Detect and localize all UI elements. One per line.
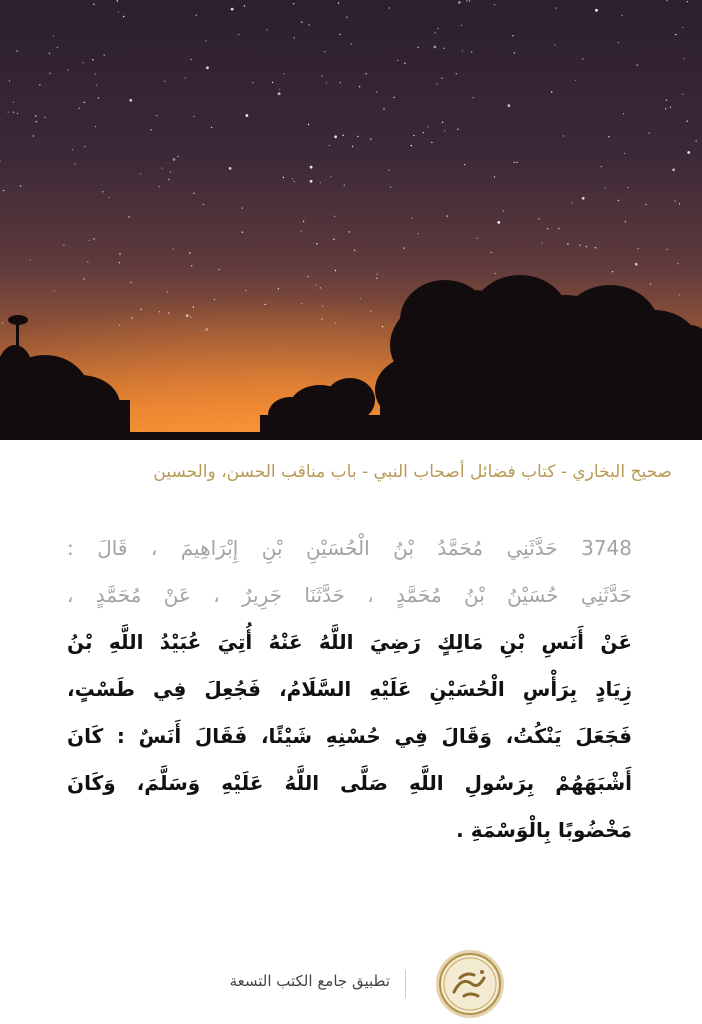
star: [666, 100, 667, 101]
star: [335, 323, 336, 324]
star: [624, 153, 625, 154]
star: [168, 179, 169, 180]
star: [469, 0, 470, 1]
star: [84, 102, 85, 103]
star: [339, 34, 340, 35]
star: [360, 298, 361, 299]
star: [196, 15, 197, 16]
star: [245, 290, 246, 291]
star: [649, 133, 650, 134]
star: [417, 233, 418, 234]
star: [128, 216, 129, 217]
star: [342, 135, 343, 136]
muhammad-calligraphy-seal-icon: [434, 948, 506, 1020]
star: [558, 228, 559, 229]
star: [397, 60, 398, 61]
star: [464, 164, 465, 165]
star: [321, 318, 322, 319]
star: [63, 244, 64, 245]
star: [390, 187, 391, 188]
star: [605, 187, 606, 188]
star: [352, 146, 353, 147]
star: [436, 83, 437, 84]
hadith-source-breadcrumb: صحيح البخاري - كتاب فضائل أصحاب النبي - باب مناقب الحسن، والحسين: [153, 462, 672, 482]
star: [431, 142, 432, 143]
star: [159, 311, 160, 312]
star: [310, 180, 313, 183]
star: [95, 73, 96, 74]
app-footer: [0, 940, 702, 1024]
star: [84, 146, 85, 147]
star: [322, 306, 323, 307]
star: [349, 231, 350, 232]
star: [203, 204, 204, 205]
star: [554, 44, 555, 45]
star: [190, 316, 191, 317]
star: [123, 16, 124, 17]
star: [158, 186, 159, 187]
star: [494, 4, 495, 5]
star: [75, 163, 76, 164]
star: [117, 0, 118, 1]
star: [423, 132, 424, 133]
star: [443, 48, 444, 49]
star: [39, 84, 40, 85]
star: [78, 108, 79, 109]
star: [404, 63, 405, 64]
star: [67, 69, 68, 70]
star: [49, 73, 50, 74]
star: [89, 240, 90, 241]
star: [645, 204, 646, 205]
star: [72, 149, 73, 150]
star: [231, 8, 234, 11]
star: [447, 215, 448, 216]
star: [279, 89, 280, 90]
star: [490, 252, 491, 253]
hadith-line-isnad: 3748 حَدَّثَنِي مُحَمَّدُ بْنُ الْحُسَيْنِ بْنِ إِبْرَاهِيمَ ، قَالَ :: [67, 536, 632, 560]
star: [456, 73, 457, 74]
star: [457, 129, 458, 130]
star: [83, 62, 84, 63]
star: [666, 249, 667, 250]
star: [54, 290, 55, 291]
star: [272, 82, 273, 83]
star: [307, 276, 308, 277]
hadith-text: [67, 535, 632, 864]
star: [98, 97, 99, 98]
star: [189, 252, 190, 253]
star: [265, 304, 266, 305]
star: [359, 86, 360, 87]
star: [582, 197, 585, 200]
star: [141, 309, 142, 310]
star: [508, 104, 511, 107]
star: [437, 28, 438, 29]
star: [370, 311, 371, 312]
star: [278, 288, 279, 289]
star: [206, 66, 209, 69]
star: [466, 0, 467, 1]
star: [393, 97, 394, 98]
star: [494, 176, 495, 177]
footer-divider: [405, 970, 406, 998]
star: [417, 47, 418, 48]
star: [320, 182, 321, 183]
star: [30, 259, 31, 260]
star: [214, 299, 215, 300]
star: [44, 117, 45, 118]
star: [495, 273, 496, 274]
star: [193, 306, 194, 307]
star: [497, 221, 500, 224]
star: [442, 122, 443, 123]
hadith-line-matn: زِيَادٍ بِرَأْسِ الْحُسَيْنِ عَلَيْهِ السَّلَامُ، فَجُعِلَ فِي طَسْتٍ،: [67, 677, 632, 701]
star: [132, 317, 133, 318]
hadith-line-isnad: حَدَّثَنِي حُسَيْنُ بْنُ مُحَمَّدٍ ، حَدَّثَنَا جَرِيرٌ ، عَنْ مُحَمَّدٍ ،: [67, 583, 632, 607]
star: [242, 232, 243, 233]
star: [164, 81, 165, 82]
star: [411, 145, 412, 146]
star: [635, 263, 638, 266]
star: [608, 136, 609, 137]
star: [512, 35, 513, 36]
star: [205, 328, 208, 331]
star: [57, 47, 58, 48]
star: [162, 167, 163, 168]
star: [376, 91, 377, 92]
star: [303, 221, 304, 222]
star: [383, 108, 384, 109]
star: [242, 207, 243, 208]
star: [682, 94, 683, 95]
star: [618, 42, 619, 43]
star: [301, 303, 302, 304]
star: [300, 231, 301, 232]
star: [119, 262, 120, 263]
star: [95, 126, 96, 127]
star: [637, 64, 638, 65]
star: [571, 202, 572, 203]
hadith-line-matn: عَنْ أَنَسِ بْنِ مَالِكٍ رَضِيَ اللَّهُ عَنْهُ أُتِيَ عُبَيْدُ اللَّهِ بْنُ: [67, 630, 632, 654]
star: [441, 78, 442, 79]
star: [186, 314, 189, 317]
star: [346, 17, 347, 18]
star: [308, 24, 309, 25]
star: [104, 55, 105, 56]
star: [326, 82, 327, 83]
star: [684, 58, 685, 59]
star: [434, 46, 437, 49]
star: [93, 3, 94, 4]
star: [278, 92, 281, 95]
star: [627, 187, 628, 188]
star: [35, 115, 36, 116]
star: [3, 190, 4, 191]
star: [119, 253, 120, 254]
star: [20, 185, 21, 186]
star: [650, 283, 651, 284]
star: [595, 247, 596, 248]
star: [344, 184, 345, 185]
star: [108, 197, 109, 198]
star: [36, 121, 37, 122]
star: [462, 50, 463, 51]
star: [49, 53, 50, 54]
star: [334, 216, 335, 217]
star: [473, 97, 474, 98]
star: [370, 138, 371, 139]
star: [538, 218, 539, 219]
star: [547, 228, 548, 229]
star: [140, 173, 141, 174]
star: [687, 1, 688, 2]
star: [92, 59, 93, 60]
star: [403, 247, 404, 248]
star: [83, 278, 84, 279]
star: [687, 121, 688, 122]
star: [382, 326, 383, 327]
star: [665, 108, 666, 109]
star: [294, 37, 295, 38]
star: [96, 85, 97, 86]
star: [411, 217, 412, 218]
star: [9, 80, 10, 81]
star: [625, 221, 626, 222]
star: [695, 140, 696, 141]
star: [156, 115, 157, 116]
star: [670, 107, 671, 108]
star: [376, 278, 377, 279]
star: [563, 135, 564, 136]
star: [340, 82, 341, 83]
star: [119, 325, 120, 326]
star: [320, 287, 321, 288]
star: [461, 25, 462, 26]
star: [93, 238, 94, 239]
star: [471, 51, 472, 52]
star: [16, 50, 17, 51]
star: [294, 181, 295, 182]
star: [458, 1, 461, 4]
star: [582, 58, 583, 59]
star: [130, 282, 131, 283]
star: [444, 130, 445, 131]
star: [170, 172, 171, 173]
star: [679, 203, 680, 204]
star: [516, 162, 517, 163]
star: [428, 126, 429, 127]
star: [413, 135, 414, 136]
star: [102, 191, 103, 192]
star: [514, 52, 515, 53]
star: [167, 291, 168, 292]
star: [118, 12, 119, 13]
star: [687, 151, 690, 154]
star: [503, 210, 504, 211]
star: [682, 27, 683, 28]
star: [229, 167, 232, 170]
star: [193, 193, 194, 194]
star: [623, 113, 624, 114]
star: [173, 248, 174, 249]
star: [579, 245, 580, 246]
hadith-line-matn: فَجَعَلَ يَنْكُتُ، وَقَالَ فِي حُسْنِهِ شَيْئًا، فَقَالَ أَنَسٌ : كَانَ: [67, 724, 632, 748]
star: [335, 270, 336, 271]
star: [150, 129, 151, 130]
star: [330, 176, 331, 177]
star: [283, 177, 284, 178]
star: [315, 284, 316, 285]
star: [679, 294, 680, 295]
star: [185, 77, 186, 78]
star: [677, 263, 678, 264]
star: [193, 116, 194, 117]
star: [87, 261, 88, 262]
star: [357, 136, 358, 137]
star: [586, 246, 587, 247]
star: [13, 102, 14, 103]
star: [389, 7, 390, 8]
star: [308, 124, 309, 125]
star: [388, 169, 389, 170]
star: [595, 9, 598, 12]
star: [173, 158, 176, 161]
star: [13, 112, 14, 113]
star: [376, 273, 377, 274]
star: [284, 73, 285, 74]
star: [555, 7, 556, 8]
star: [8, 112, 9, 113]
star: [191, 59, 192, 60]
star: [168, 312, 169, 313]
star: [551, 91, 552, 92]
hadith-line-matn: أَشْبَهَهُمْ بِرَسُولِ اللَّهِ صَلَّى اللَّهُ عَلَيْهِ وَسَلَّمَ، وَكَانَ: [67, 771, 632, 795]
star: [351, 43, 352, 44]
star: [601, 166, 602, 167]
star: [2, 322, 3, 323]
star: [618, 200, 619, 201]
star: [324, 51, 325, 52]
star: [514, 162, 515, 163]
star: [17, 113, 18, 114]
star: [301, 22, 302, 23]
star: [53, 36, 54, 37]
star: [354, 250, 355, 251]
star: [191, 265, 192, 266]
star: [33, 135, 34, 136]
star: [246, 114, 249, 117]
star: [338, 2, 339, 3]
star: [567, 243, 568, 244]
star: [365, 73, 366, 74]
star: [316, 243, 317, 244]
star: [477, 238, 478, 239]
star: [252, 82, 253, 83]
star: [675, 34, 676, 35]
star: [334, 135, 337, 138]
star: [333, 239, 334, 240]
star: [621, 15, 622, 16]
star: [292, 178, 293, 179]
star: [129, 99, 132, 102]
star: [211, 127, 212, 128]
star: [238, 34, 239, 35]
star: [310, 166, 313, 169]
star: [322, 75, 323, 76]
star: [575, 80, 576, 81]
star: [177, 156, 178, 157]
hadith-line-matn: مَخْضُوبًا بِالْوَسْمَةِ .: [456, 818, 632, 842]
star: [638, 248, 639, 249]
star: [266, 29, 267, 30]
star: [205, 40, 206, 41]
star: [244, 5, 245, 6]
star: [674, 200, 675, 201]
star: [293, 3, 294, 4]
night-sky-header-image: [0, 0, 702, 440]
star: [672, 168, 675, 171]
star: [219, 269, 220, 270]
star: [541, 242, 542, 243]
star: [329, 145, 330, 146]
app-name-label: تطبيق جامع الكتب التسعة: [229, 972, 390, 990]
star: [612, 271, 613, 272]
star: [434, 32, 435, 33]
